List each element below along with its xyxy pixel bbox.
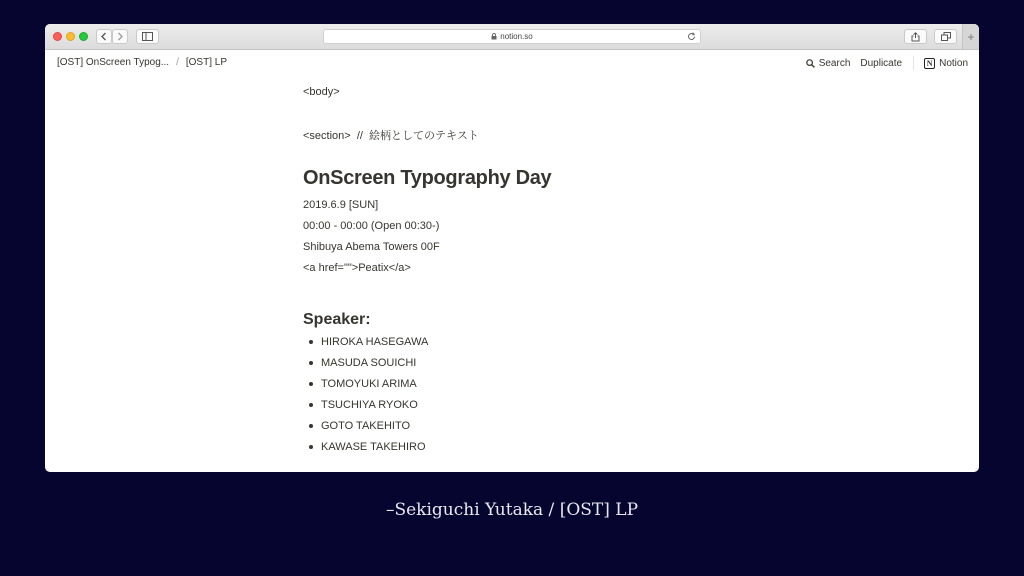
chevron-right-icon: [116, 32, 124, 41]
minimize-window-button[interactable]: [66, 32, 75, 41]
speaker-name: GOTO TAKEHITO: [321, 420, 411, 432]
event-date: 2019.6.9 [SUN]: [303, 199, 379, 211]
chevron-left-icon: [100, 32, 108, 41]
search-button[interactable]: [806, 58, 851, 69]
speaker-name: TSUCHIYA RYOKO: [321, 399, 418, 411]
sidebar-icon: [142, 32, 153, 41]
address-bar[interactable]: [323, 29, 701, 44]
breadcrumb-separator: /: [176, 57, 179, 68]
speaker-name: HIROKA HASEGAWA: [321, 336, 429, 348]
section-tag-text: <section> // 絵柄としてのテキスト: [303, 130, 479, 142]
event-time: 00:00 - 00:00 (Open 00:30-): [303, 220, 440, 232]
bullet-icon: [309, 424, 313, 428]
tabs-icon: [941, 32, 951, 41]
new-tab-button[interactable]: +: [962, 24, 979, 49]
bullet-icon: [309, 403, 313, 407]
speaker-heading: Speaker:: [303, 311, 371, 328]
breadcrumb-item-page[interactable]: [OST] LP: [185, 57, 227, 68]
close-window-button[interactable]: [53, 32, 62, 41]
share-icon: [911, 32, 920, 42]
title-bar: [45, 24, 979, 50]
url-text: notion.so: [500, 32, 533, 41]
notion-logo-icon: N: [924, 58, 935, 69]
back-button[interactable]: [96, 29, 112, 44]
body-tag-text: <body>: [303, 86, 340, 98]
event-venue: Shibuya Abema Towers 00F: [303, 241, 440, 253]
reload-icon[interactable]: [687, 32, 696, 43]
notion-topbar: [45, 50, 979, 76]
topbar-divider: [913, 56, 914, 70]
speaker-name: TOMOYUKI ARIMA: [321, 378, 417, 390]
slide-caption: –Sekiguchi Yutaka / [OST] LP: [385, 500, 639, 520]
bullet-icon: [309, 340, 313, 344]
bullet-icon: [309, 361, 313, 365]
forward-button[interactable]: [112, 29, 128, 44]
tabs-overview-button[interactable]: [934, 29, 957, 44]
browser-window: [45, 24, 979, 472]
search-icon: [806, 59, 815, 68]
event-link-text: <a href="">Peatix</a>: [303, 262, 411, 274]
duplicate-button[interactable]: Duplicate: [860, 57, 903, 69]
speaker-name: KAWASE TAKEHIRO: [321, 441, 426, 453]
search-label: Search: [818, 57, 851, 69]
topbar-actions: [806, 56, 968, 70]
notion-label: Notion: [939, 57, 968, 69]
bullet-icon: [309, 445, 313, 449]
notion-button[interactable]: [924, 58, 968, 69]
breadcrumb-item-workspace[interactable]: [OST] OnScreen Typog...: [57, 57, 170, 68]
bullet-icon: [309, 382, 313, 386]
page-title: OnScreen Typography Day: [303, 167, 552, 189]
share-button[interactable]: [904, 29, 927, 44]
speaker-name: MASUDA SOUICHI: [321, 357, 417, 369]
lock-icon: [491, 33, 497, 40]
breadcrumb: [57, 57, 227, 68]
sidebar-toggle-button[interactable]: [136, 29, 159, 44]
maximize-window-button[interactable]: [79, 32, 88, 41]
